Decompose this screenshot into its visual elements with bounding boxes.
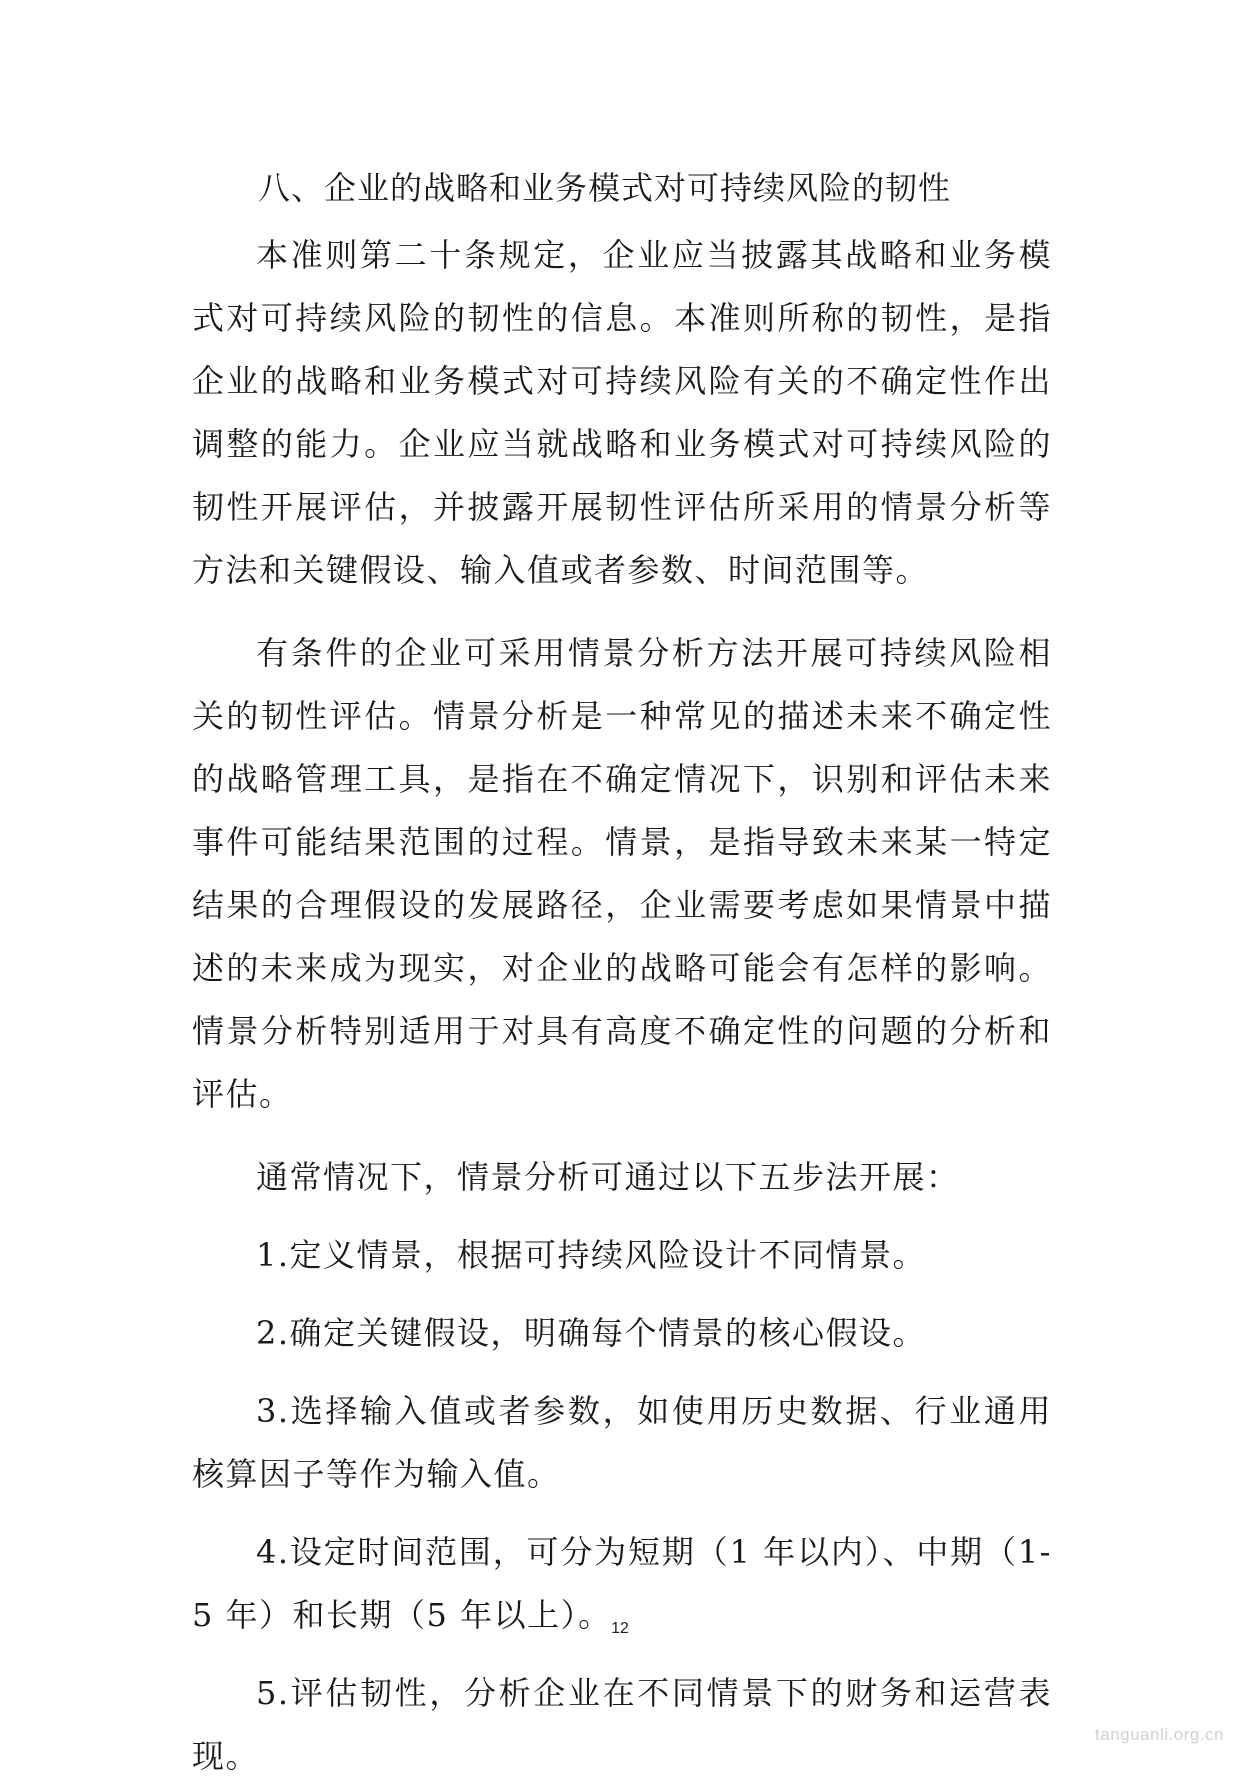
list-item-step-1: 1.定义情景，根据可持续风险设计不同情景。 [256, 1236, 927, 1274]
watermark: tanguanli.org.cn [1095, 1725, 1224, 1744]
list-item-step-2: 2.确定关键假设，明确每个情景的核心假设。 [256, 1314, 927, 1352]
list-item-step-4: 4.设定时间范围，可分为短期（1 年以内）、中期（1-5 年）和长期（5 年以上）。 [192, 1533, 1052, 1634]
body-text [192, 224, 1052, 1788]
list-item-step-5: 5.评估韧性，分析企业在不同情景下的财务和运营表现。 [192, 1674, 1052, 1775]
paragraph-resilience-disclosure: 本准则第二十条规定，企业应当披露其战略和业务模式对可持续风险的韧性的信息。本准则所称的韧性，是指企业的战略和业务模式对可持续风险有关的不确定性作出调整的能力。企业应当就战略和业务模式对可持续风险的韧性开展评估，并披露开展韧性评估所采用的情景分析等方法和关键假设、输入值或者参数、时间范围等。 [192, 236, 1052, 589]
list-item-step-3: 3.选择输入值或者参数，如使用历史数据、行业通用核算因子等作为输入值。 [192, 1392, 1052, 1493]
page-number: 12 [611, 1620, 629, 1637]
paragraph-scenario-analysis: 有条件的企业可采用情景分析方法开展可持续风险相关的韧性评估。情景分析是一种常见的描述未来不确定性的战略管理工具，是指在不确定情况下，识别和评估未来事件可能结果范围的过程。情景，是指导致未来某一特定结果的合理假设的发展路径，企业需要考虑如果情景中描述的未来成为现实，对企业的战略可能会有怎样的影响。情景分析特别适用于对具有高度不确定性的问题的分析和评估。 [192, 634, 1052, 1113]
paragraph-five-step-intro: 通常情况下，情景分析可通过以下五步法开展： [256, 1158, 960, 1196]
section-heading: 八、企业的战略和业务模式对可持续风险的韧性 [258, 169, 952, 207]
